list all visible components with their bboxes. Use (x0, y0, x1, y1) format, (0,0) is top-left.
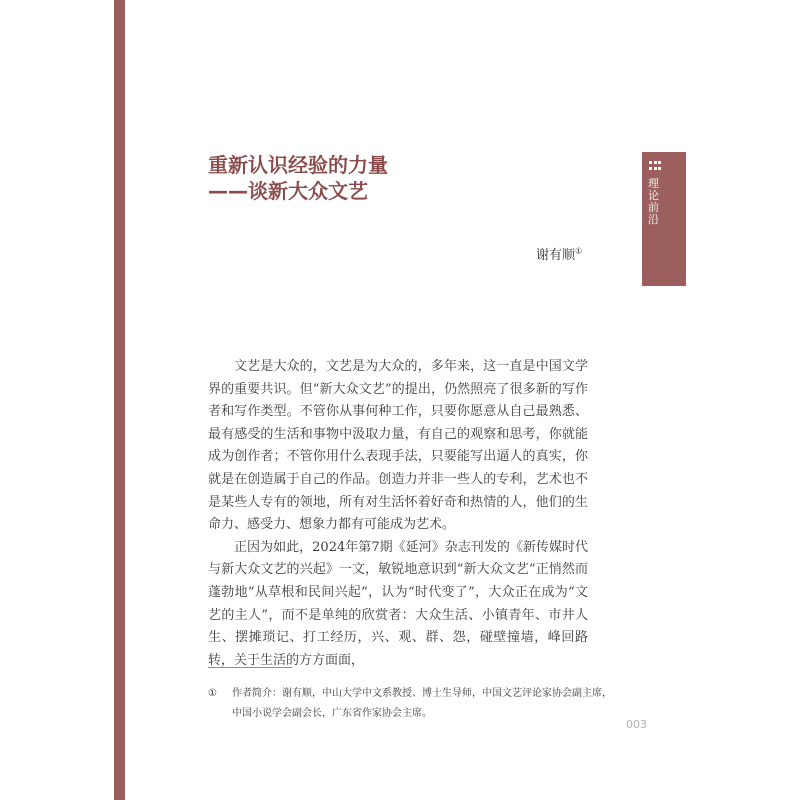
title-line-2: ——谈新大众文艺 (208, 179, 368, 203)
footnote-divider (208, 667, 292, 668)
article-body (208, 356, 588, 672)
author-note-mark: ① (575, 246, 583, 256)
section-label: 理论前沿 (648, 177, 659, 226)
paragraph-1: 文艺是大众的，文艺是为大众的，多年来，这一直是中国文学界的重要共识。但“新大众文艺”的提出，仍然照亮了很多新的写作者和写作类型。不管你从事何种工作，只要你愿意从自己最熟悉、最有感受的生活和事物中汲取力量，有自己的观察和思考，你就能成为创作者；不管你用什么表现手法，只要能写出逼人的真实，你就是在创造属于自己的作品。创造力并非一些人的专利，艺术也不是某些人专有的领地，所有对生活怀着好奇和热情的人，他们的生命力、感受力、想象力都有可能成为艺术。 (208, 359, 588, 533)
article-title (208, 152, 388, 204)
footnote-mark: ① (208, 688, 217, 699)
paragraph-2: 正因为如此，2024年第7期《延河》杂志刊发的《新传媒时代与新大众文艺的兴起》一文，敏锐地意识到“新大众文艺”正悄然而蓬勃地“从草根和民间兴起”，认为“时代变了”，大众正在成为“文艺的主人”，而不是单纯的欣赏者：大众生活、小镇青年、市井人生、摆摊琐记、打工经历，兴、观、群、怨，碰壁撞墙，峰回路转，关于生活的方方面面， (208, 539, 588, 668)
grid-dots-icon (649, 161, 661, 171)
page-number: 003 (626, 718, 647, 731)
author-name: 谢有顺 (536, 248, 576, 263)
footnote-text: 作者简介：谢有顺，中山大学中文系教授、博士生导师，中国文艺评论家协会副主席，中国小说学会副会长，广东省作家协会主席。 (232, 688, 612, 719)
section-tab (642, 152, 686, 286)
left-margin-bar (114, 0, 125, 800)
title-line-1: 重新认识经验的力量 (208, 153, 388, 177)
footnote (208, 684, 618, 724)
author-byline (536, 244, 582, 263)
